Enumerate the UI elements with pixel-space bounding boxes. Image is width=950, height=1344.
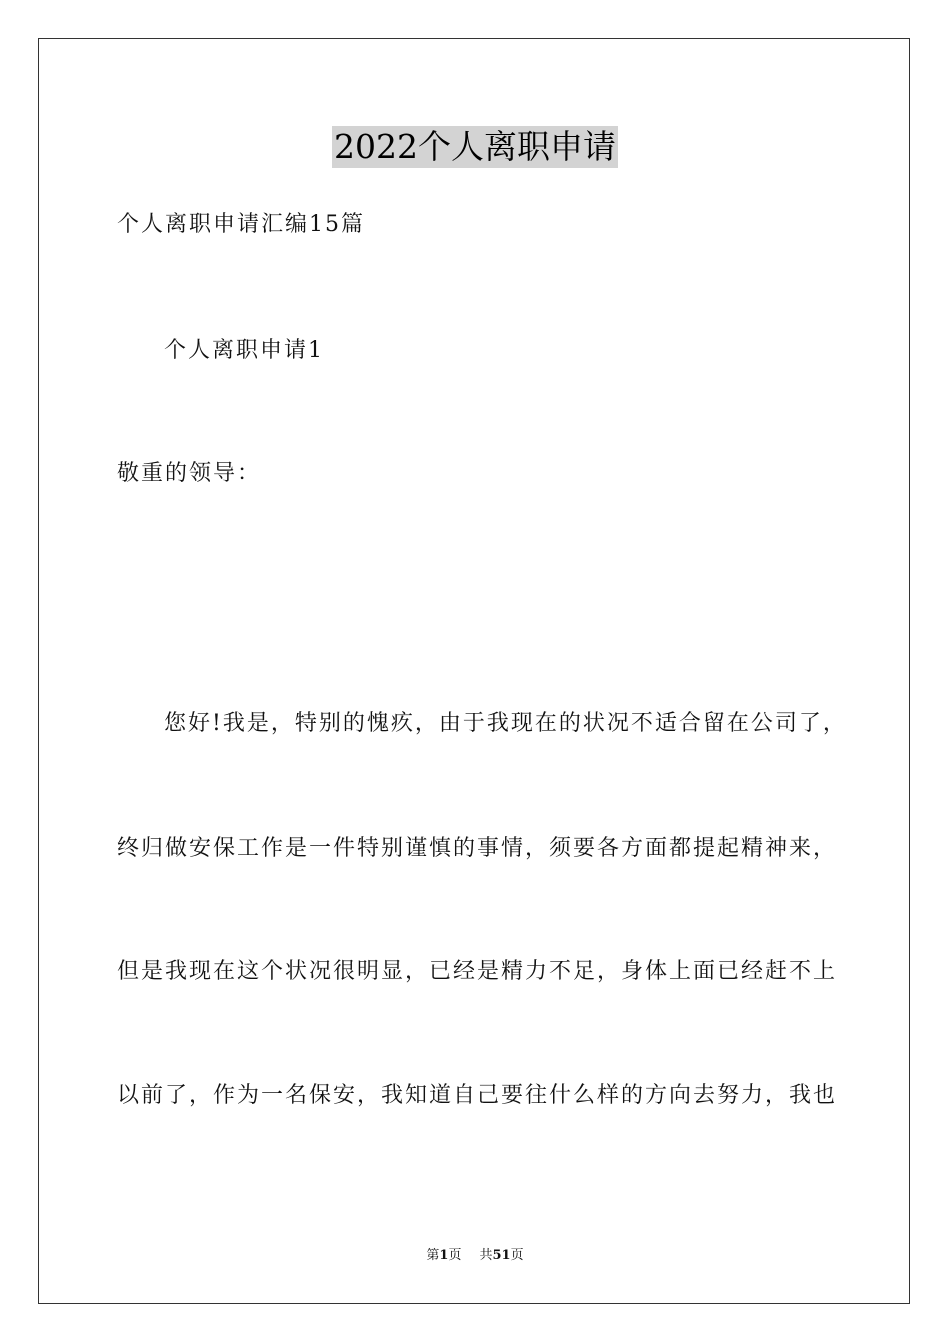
- page-suffix: 页: [448, 1248, 462, 1263]
- body-line-4: 以前了，作为一名保安，我知道自己要往什么样的方向去努力，我也: [117, 1083, 838, 1108]
- salutation: 敬重的领导：: [117, 461, 262, 486]
- total-prefix: 共: [479, 1248, 493, 1263]
- body-line-1: 您好!我是，特别的愧疚，由于我现在的状况不适合留在公司了，: [164, 711, 847, 736]
- title-container: [0, 126, 950, 168]
- total-pages: 51: [492, 1248, 511, 1263]
- document-subtitle: 个人离职申请汇编15篇: [117, 212, 365, 237]
- body-line-2: 终归做安保工作是一件特别谨慎的事情，须要各方面都提起精神来，: [117, 836, 838, 861]
- page-prefix: 第: [426, 1248, 440, 1263]
- body-line-3: 但是我现在这个状况很明显，已经是精力不足，身体上面已经赶不上: [117, 959, 838, 984]
- page-footer: [0, 1247, 950, 1265]
- section-heading: 个人离职申请1: [164, 338, 324, 363]
- document-title: 2022个人离职申请: [334, 127, 616, 166]
- page-number: 1: [439, 1248, 449, 1263]
- total-suffix: 页: [510, 1248, 524, 1263]
